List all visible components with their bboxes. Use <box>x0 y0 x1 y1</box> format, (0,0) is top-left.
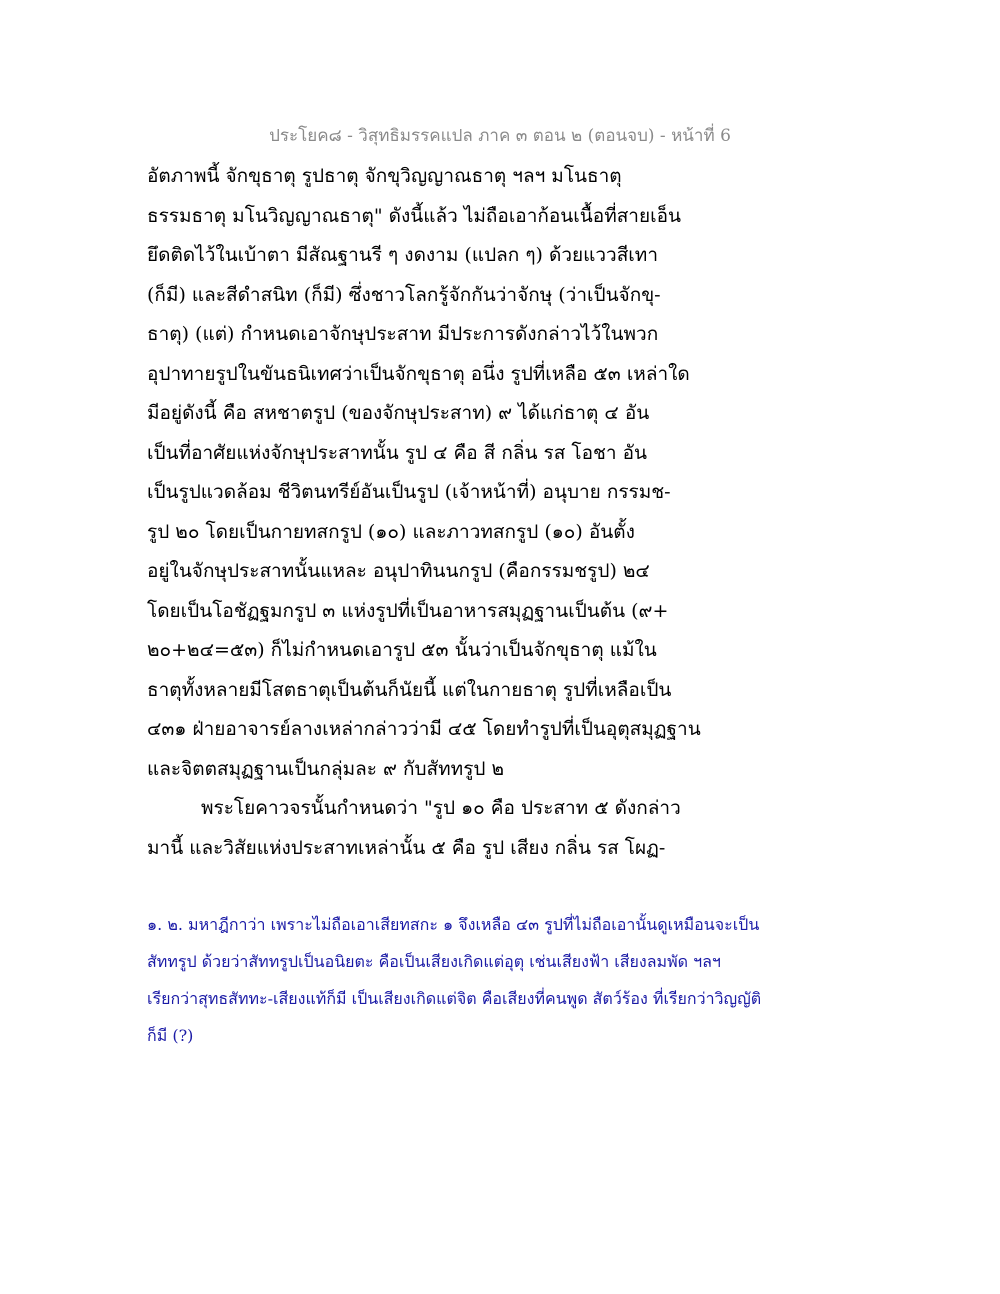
footnote-line: ๑. ๒. มหาฎีกาว่า เพราะไม่ถือเอาเสียทสกะ ๑ จึงเหลือ ๔๓ รูปที่ไม่ถือเอานั้นดูเหมือนจะเป็น <box>147 915 760 934</box>
text-line: อัตภาพนี้ จักขุธาตุ รูปธาตุ จักขุวิญญาณธาตุ ฯลฯ มโนธาตุ <box>147 165 622 187</box>
text-line: โดยเป็นโอชัฏฐมกรูป ๓ แห่งรูปที่เป็นอาหารสมุฏฐานเป็นต้น (๙+ <box>147 599 669 622</box>
main-text <box>147 157 867 868</box>
text-line: ธรรมธาตุ มโนวิญญาณธาตุ" ดังนี้แล้ว ไม่ถือเอาก้อนเนื้อที่สายเอ็น <box>147 204 682 227</box>
footnote-line: สัททรูป ด้วยว่าสัททรูปเป็นอนิยตะ คือเป็นเสียงเกิดแต่อุตุ เช่นเสียงฟ้า เสียงลมพัด ฯลฯ <box>147 952 721 971</box>
text-line: ธาตุ) (แต่) กำหนดเอาจักษุประสาท มีประการดังกล่าวไว้ในพวก <box>147 323 659 345</box>
text-line: เป็นที่อาศัยแห่งจักษุประสาทนั้น รูป ๔ คือ สี กลิ่น รส โอชา อัน <box>147 441 647 464</box>
text-line: มีอยู่ดังนี้ คือ สหชาตรูป (ของจักษุประสาท) ๙ ได้แก่ธาตุ ๔ อัน <box>147 402 650 424</box>
footnote-line: ก็มี (?) <box>147 1026 194 1045</box>
text-line: อุปาทายรูปในขันธนิเทศว่าเป็นจักขุธาตุ อนึ่ง รูปที่เหลือ ๕๓ เหล่าใด <box>147 362 690 385</box>
text-line: มานี้ และวิสัยแห่งประสาทเหล่านั้น ๕ คือ รูป เสียง กลิ่น รส โผฏ- <box>147 836 666 859</box>
text-line: อยู่ในจักษุประสาทนั้นแหละ อนุปาทินนกรูป (คือกรรมชรูป) ๒๔ <box>147 560 650 582</box>
text-line: ธาตุทั้งหลายมีโสตธาตุเป็นต้นก็นัยนี้ แต่ในกายธาตุ รูปที่เหลือเป็น <box>147 678 672 701</box>
text-line: ๒๐+๒๔=๕๓) ก็ไม่กำหนดเอารูป ๕๓ นั้นว่าเป็นจักขุธาตุ แม้ใน <box>147 639 657 661</box>
text-line: (ก็มี) และสีดำสนิท (ก็มี) ซึ่งชาวโลกรู้จักกันว่าจักษุ (ว่าเป็นจักขุ- <box>147 283 661 306</box>
text-line: ๔๓๑ ฝ่ายอาจารย์ลางเหล่ากล่าวว่ามี ๔๕ โดยทำรูปที่เป็นอุตุสมุฏฐาน <box>147 718 701 740</box>
page-header: ประโยค๘ - วิสุทธิมรรคแปล ภาค ๓ ตอน ๒ (ตอนจบ) - หน้าที่ 6 <box>269 126 731 146</box>
paragraph-first-line: พระโยคาวจรนั้นกำหนดว่า "รูป ๑๐ คือ ประสาท ๕ ดังกล่าว <box>201 797 681 819</box>
text-line: ยึดติดไว้ในเบ้าตา มีสัณฐานรี ๆ งดงาม (แปลก ๆ) ด้วยแววสีเทา <box>147 244 658 266</box>
footnote-line: เรียกว่าสุทธสัททะ-เสียงแท้ก็มี เป็นเสียงเกิดแต่จิต คือเสียงที่คนพูด สัตว์ร้อง ที่เรียกว่าวิญญัติ <box>147 989 762 1008</box>
text-line: และจิตตสมุฏฐานเป็นกลุ่มละ ๙ กับสัททรูป ๒ <box>147 757 505 780</box>
text-line: เป็นรูปแวดล้อม ชีวิตนทรีย์อันเป็นรูป (เจ้าหน้าที่) อนุบาย กรรมช- <box>147 481 671 503</box>
footnote-section <box>147 906 867 1054</box>
text-line: รูป ๒๐ โดยเป็นกายทสกรูป (๑๐) และภาวทสกรูป (๑๐) อันตั้ง <box>147 520 635 543</box>
